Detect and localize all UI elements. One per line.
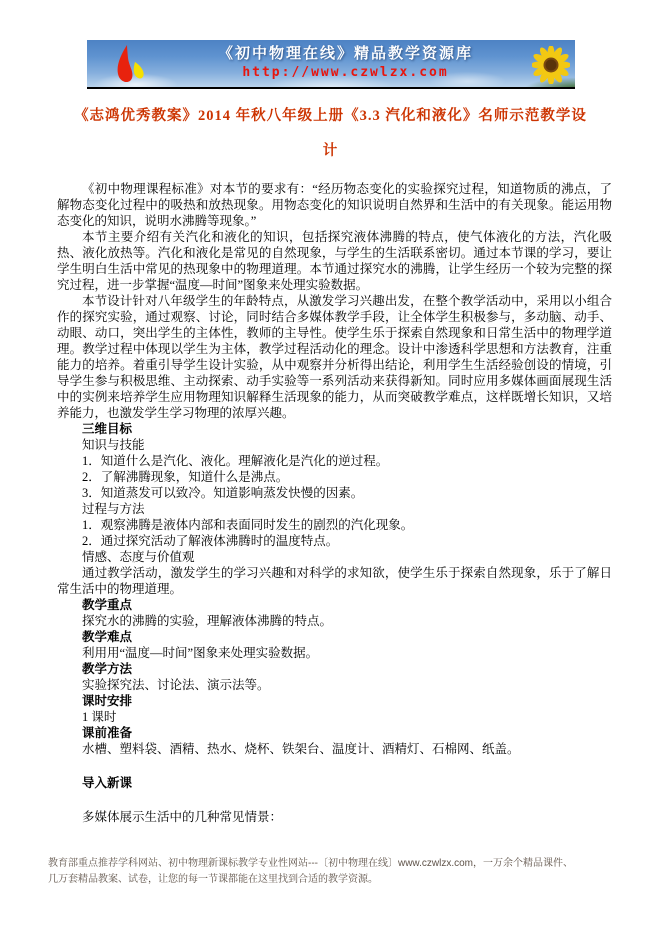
body-para: 通过教学活动，激发学生的学习兴趣和对科学的求知欲，使学生乐于探索自然现象，乐于了解日常生活中的物理道理。 bbox=[57, 566, 612, 596]
section-heading: 课时安排 bbox=[82, 694, 133, 708]
body-line: 1．知道什么是汽化、液化。理解液化是汽化的逆过程。 bbox=[82, 454, 389, 468]
document-body bbox=[57, 181, 612, 825]
spacer bbox=[57, 791, 612, 809]
body-line: 知识与技能 bbox=[82, 438, 145, 452]
footer-line2: 几万套精品教案、试卷，让您的每一节课都能在这里找到合适的教学资源。 bbox=[48, 874, 378, 885]
banner-text bbox=[183, 44, 509, 81]
page-footer bbox=[48, 856, 573, 888]
document-title-line1: 《志鸿优秀教案》2014 年秋八年级上册《3.3 汽化和液化》名师示范教学设 bbox=[74, 108, 587, 124]
banner-image bbox=[87, 40, 575, 87]
body-line: 3．知道蒸发可以致冷。知道影响蒸发快慢的因素。 bbox=[82, 486, 364, 500]
body-line: 过程与方法 bbox=[82, 502, 145, 516]
flame-logo-icon bbox=[113, 44, 147, 87]
body-line: 探究水的沸腾的实验，理解液体沸腾的特点。 bbox=[82, 614, 333, 628]
body-line: 实验探究法、讨论法、演示法等。 bbox=[82, 678, 270, 692]
body-line: 1．观察沸腾是液体内部和表面同时发生的剧烈的汽化现象。 bbox=[82, 518, 414, 532]
section-heading: 教学方法 bbox=[82, 662, 133, 676]
section-heading: 教学难点 bbox=[82, 630, 133, 644]
document-title-line2: 计 bbox=[322, 143, 339, 159]
section-heading: 三维目标 bbox=[82, 422, 133, 436]
site-banner bbox=[87, 40, 575, 89]
sunflower-icon bbox=[532, 46, 570, 87]
document-title bbox=[30, 99, 631, 169]
body-line: 2．通过探究活动了解液体沸腾时的温度特点。 bbox=[82, 534, 339, 548]
body-para: 本节主要介绍有关汽化和液化的知识，包括探究液体沸腾的特点，使气体液化的方法，汽化吸热、液化放热等。汽化和液化是常见的自然现象，与学生的生活联系密切。通过本节课的学习，要让学生明白生活中常见的热现象中的物理道理。本节通过探究水的沸腾，让学生经历一个较为完整的探究过程，进一步掌握“温度—时间”图象来处理实验数据。 bbox=[57, 230, 612, 292]
section-heading: 教学重点 bbox=[82, 598, 133, 612]
footer-line1: 教育部重点推荐学科网站、初中物理新课标教学专业性网站---〔初中物理在线〕www.czwlzx.com，一万余个精品课件、 bbox=[48, 858, 573, 869]
body-line: 情感、态度与价值观 bbox=[82, 550, 195, 564]
body-line: 利用用“温度—时间”图象来处理实验数据。 bbox=[82, 646, 319, 660]
banner-site-title: 《初中物理在线》精品教学资源库 bbox=[217, 45, 473, 62]
banner-site-url: http://www.czwlzx.com bbox=[242, 65, 449, 80]
body-para: 本节设计针对八年级学生的年龄特点，从激发学习兴趣出发，在整个教学活动中，采用以小组合作的探究实验，通过观察、讨论，同时结合多媒体教学手段，让全体学生积极参与，多动脑、动手、动眼、动口，突出学生的主体性，教师的主导性。使学生乐于探索自然现象和日常生活中的物理学道理。教学过程中体现以学生为主体，教学过程活动化的理念。设计中渗透科学思想和方法教育，注重能力的培养。着重引导学生设计实验，从中观察并分析得出结论，利用学生生活经验创设的情境，引导学生参与积极思维、主动探索、动手实验等一系列活动来获得新知。同时应用多媒体画面展现生活中的实例来培养学生应用物理知识解释生活现象的能力，从而突破教学难点，这样既增长知识，又培养能力，也激发学生学习物理的浓厚兴趣。 bbox=[57, 294, 612, 420]
section-heading: 课前准备 bbox=[82, 726, 133, 740]
body-para: 《初中物理课程标准》对本节的要求有：“经历物态变化的实验探究过程，知道物质的沸点，了解物态变化过程中的吸热和放热现象。用物态变化的知识说明自然界和生活中的有关现象。能运用物态变化的知识，说明水沸腾等现象。” bbox=[57, 182, 612, 228]
body-line: 水槽、塑料袋、酒精、热水、烧杯、铁架台、温度计、酒精灯、石棉网、纸盖。 bbox=[82, 742, 520, 756]
body-line: 2．了解沸腾现象，知道什么是沸点。 bbox=[82, 470, 289, 484]
spacer bbox=[57, 757, 612, 775]
body-line: 多媒体展示生活中的几种常见情景： bbox=[82, 810, 283, 824]
section-heading: 导入新课 bbox=[82, 776, 133, 790]
body-line: 1 课时 bbox=[82, 710, 117, 724]
